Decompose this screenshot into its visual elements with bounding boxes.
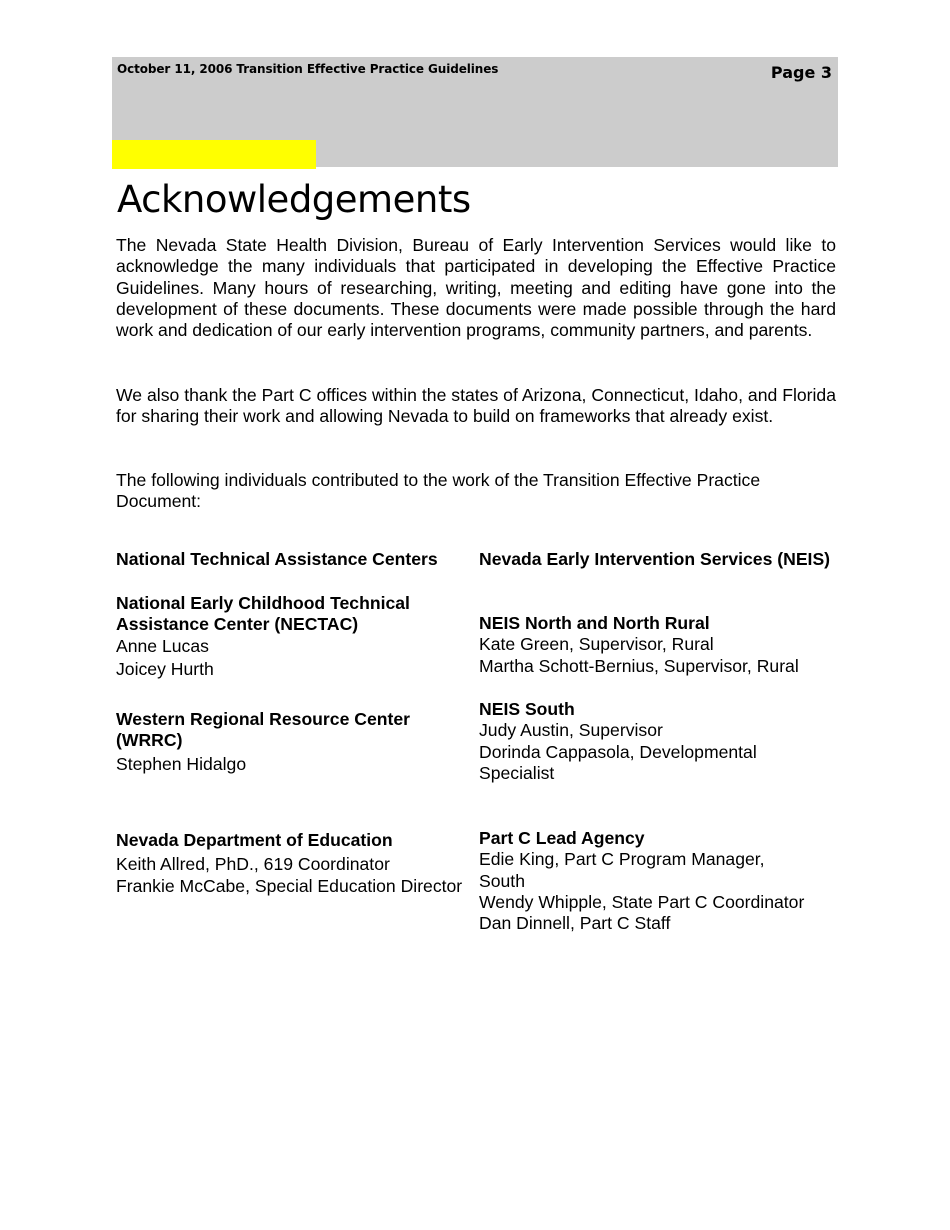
page-title: Acknowledgements (117, 178, 471, 221)
contributors-intro: The following individuals contributed to the work of the Transition Effective Practice Document: (116, 470, 761, 512)
intro-paragraph: The Nevada State Health Division, Bureau of Early Intervention Services would like to acknowledge the many individuals that participated in developing the Effective Practice Guidelines. Many hours of researching, writing, meeting and editing have gone into the development of these documents. These documents were made possible through the hard work and dedication of our early intervention programs, community partners, and parents. (116, 235, 836, 341)
member-name: Keith Allred, PhD., 619 Coordinator (116, 854, 390, 874)
member-name: Martha Schott-Bernius, Supervisor, Rural (479, 655, 799, 676)
member-name: Judy Austin, Supervisor (479, 720, 663, 741)
member-name: Dorinda Cappasola, Developmental Specialist (479, 741, 757, 783)
group-heading-part-c-lead: Part C Lead Agency (479, 828, 645, 848)
member-name: Stephen Hidalgo (116, 753, 247, 774)
page-number: Page 3 (770, 63, 832, 82)
group-heading-wrrc: Western Regional Resource Center (WRRC) (116, 709, 410, 751)
member-name: Frankie McCabe, Special Education Director (116, 876, 463, 896)
header-document-title: October 11, 2006 Transition Effective Practice Guidelines (117, 62, 499, 76)
thanks-paragraph: We also thank the Part C offices within the states of Arizona, Connecticut, Idaho, and Florida for sharing their work and allowing Nevada to build on frameworks that already exist. (116, 385, 836, 427)
member-name: Edie King, Part C Program Manager, South (479, 849, 765, 891)
group-heading-nde: Nevada Department of Education (116, 830, 393, 850)
group-heading-neis-south: NEIS South (479, 699, 575, 719)
group-heading-neis-north: NEIS North and North Rural (479, 613, 710, 633)
member-name: Wendy Whipple, State Part C Coordinator (479, 891, 805, 912)
group-heading-nectac: National Early Childhood Technical Assistance Center (NECTAC) (116, 593, 410, 635)
member-name: Dan Dinnell, Part C Staff (479, 913, 671, 934)
section-heading-technical-assistance: National Technical Assistance Centers (116, 549, 438, 569)
member-name: Joicey Hurth (116, 658, 214, 679)
section-heading-neis: Nevada Early Intervention Services (NEIS) (479, 549, 831, 569)
member-name: Anne Lucas (116, 635, 209, 656)
header-accent-bar (112, 140, 316, 169)
member-name: Kate Green, Supervisor, Rural (479, 634, 714, 655)
